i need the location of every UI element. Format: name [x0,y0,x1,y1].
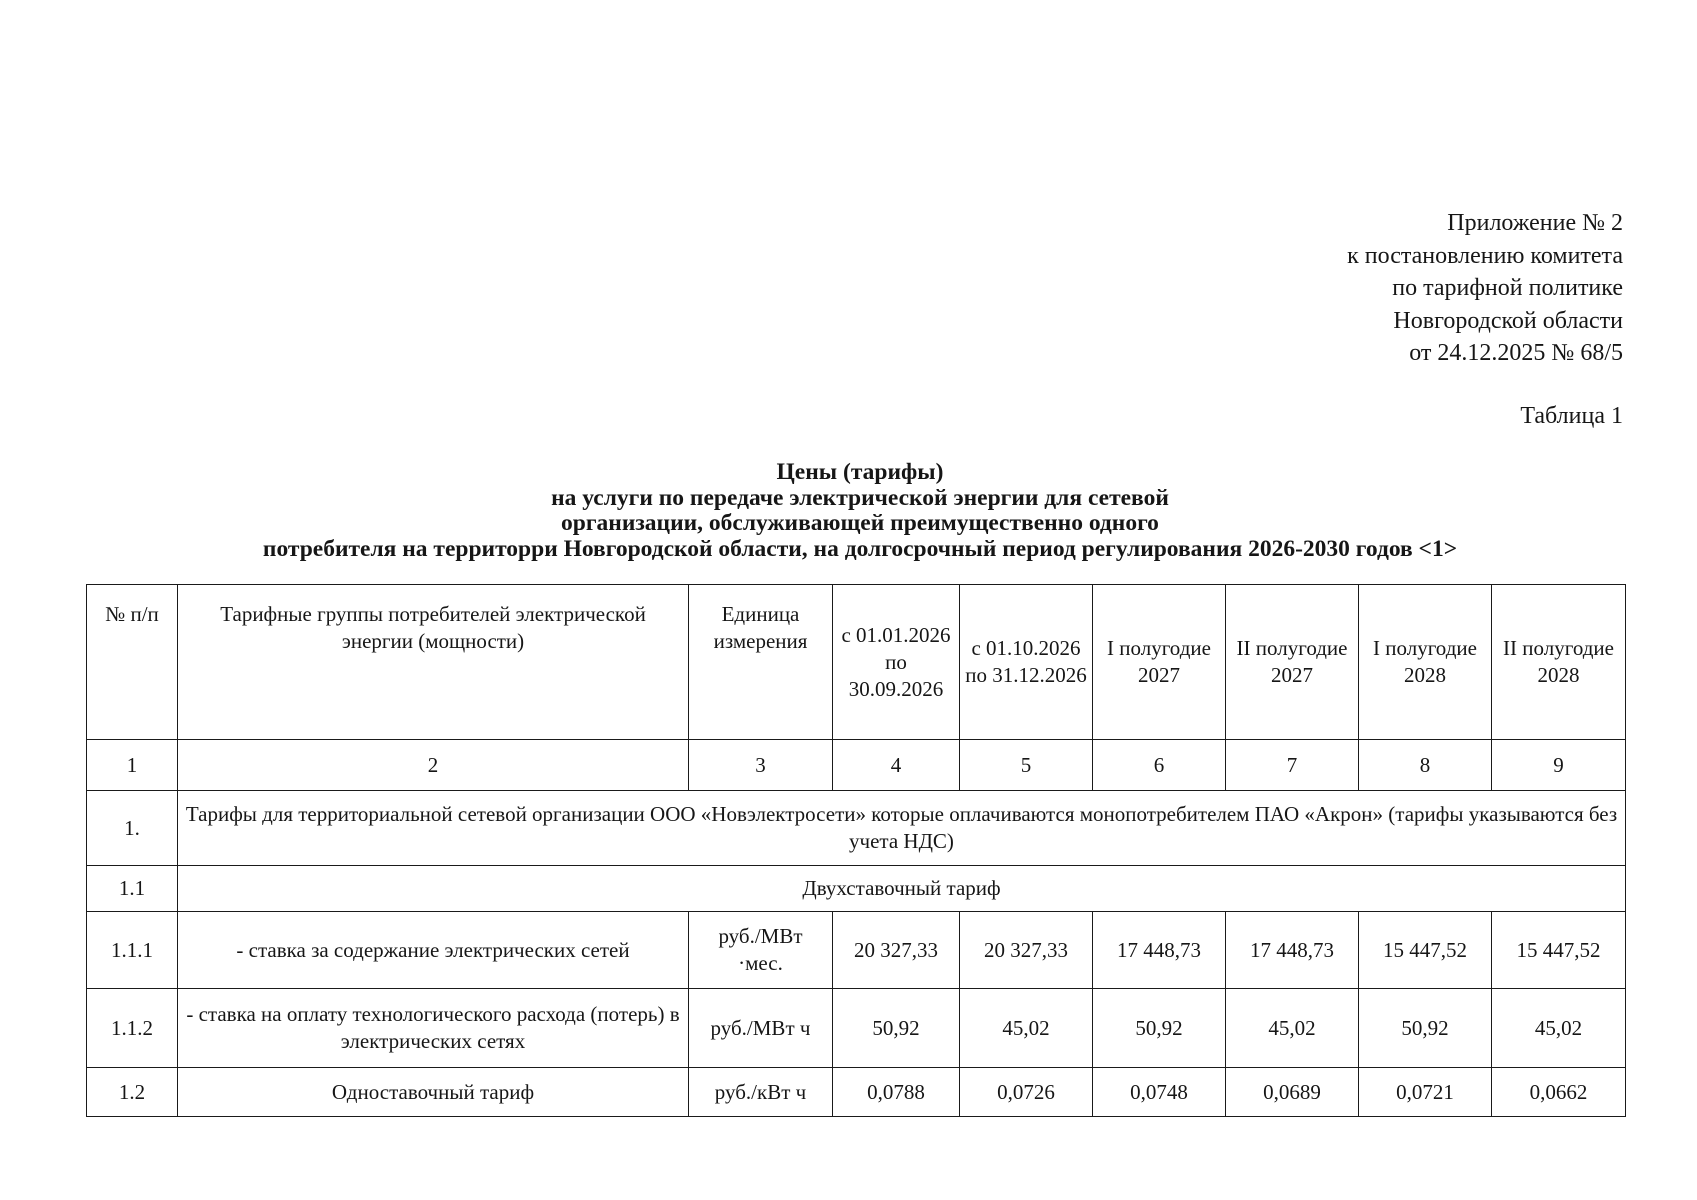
appendix-line: к постановлению комитета [1347,242,1623,269]
section-number: 1. [87,791,178,866]
group-row [87,866,1626,912]
title-line: организации, обслуживающей преимущественно одного [561,510,1159,536]
row-name: - ставка за содержание электрических сетей [178,912,689,989]
header-period: с 01.10.2026 по 31.12.2026 [960,585,1093,740]
row-unit: руб./МВт ·мес. [689,912,833,989]
header-unit: Единица измерения [689,585,833,740]
appendix-line: Приложение № 2 [1447,210,1623,236]
header-row [87,585,1626,740]
row-number: 1.1.2 [87,989,178,1068]
title-line: на услуги по передаче электрической энергии для сетевой [551,484,1169,511]
group-number: 1.1 [87,866,178,912]
column-number: 9 [1492,740,1626,791]
tariff-value: 0,0726 [960,1068,1093,1117]
tariff-value: 20 327,33 [960,912,1093,989]
row-number: 1.2 [87,1068,178,1117]
tariff-value: 50,92 [1359,989,1492,1068]
tariff-value: 15 447,52 [1359,912,1492,989]
header-period: I полугодие 2027 [1093,585,1226,740]
header-period: II полугодие 2028 [1492,585,1626,740]
appendix-line: от 24.12.2025 № 68/5 [1409,340,1623,366]
header-tariff-groups: Тарифные группы потребителей электрической энергии (мощности) [178,585,689,740]
row-unit: руб./кВт ч [689,1068,833,1117]
column-number: 1 [87,740,178,791]
table-label: Таблица 1 [1520,403,1623,429]
tariff-value: 50,92 [833,989,960,1068]
header-period: с 01.01.2026 по 30.09.2026 [833,585,960,740]
tariff-value: 45,02 [1492,989,1626,1068]
title-line: Цены (тарифы) [776,459,944,485]
tariff-value: 50,92 [1093,989,1226,1068]
tariff-value: 0,0662 [1492,1068,1626,1117]
tariff-value: 17 448,73 [1093,912,1226,989]
row-unit: руб./МВт ч [689,989,833,1068]
column-number-row [87,740,1626,791]
document-title [60,460,1660,562]
header-period: II полугодие 2027 [1226,585,1359,740]
column-number: 6 [1093,740,1226,791]
table-row [87,989,1626,1068]
title-line: потребителя на территорри Новгородской области, на долгосрочный период регулирования 2026-2030 годов <1> [262,535,1458,562]
header-num: № п/п [87,585,178,740]
column-number: 8 [1359,740,1492,791]
section-title: Тарифы для территориальной сетевой организации ООО «Новэлектросети» которые оплачиваются монопотребителем ПАО «Акрон» (тарифы указываются без учета НДС) [178,791,1626,866]
table-row [87,912,1626,989]
column-number: 7 [1226,740,1359,791]
appendix-block [1347,207,1623,370]
tariff-value: 17 448,73 [1226,912,1359,989]
tariff-value: 15 447,52 [1492,912,1626,989]
column-number: 4 [833,740,960,791]
tariff-value: 0,0689 [1226,1068,1359,1117]
section-row [87,791,1626,866]
tariff-value: 45,02 [960,989,1093,1068]
tariff-value: 20 327,33 [833,912,960,989]
header-period: I полугодие 2028 [1359,585,1492,740]
row-name: - ставка на оплату технологического расхода (потерь) в электрических сетях [178,989,689,1068]
tariff-value: 0,0748 [1093,1068,1226,1117]
row-name: Одноставочный тариф [178,1068,689,1117]
row-number: 1.1.1 [87,912,178,989]
tariff-value: 0,0721 [1359,1068,1492,1117]
column-number: 5 [960,740,1093,791]
column-number: 3 [689,740,833,791]
column-number: 2 [178,740,689,791]
appendix-line: по тарифной политике [1392,275,1623,301]
tariff-value: 45,02 [1226,989,1359,1068]
tariff-table [86,584,1626,1117]
tariff-value: 0,0788 [833,1068,960,1117]
table-row [87,1068,1626,1117]
group-title: Двухставочный тариф [178,866,1626,912]
appendix-line: Новгородской области [1393,307,1623,334]
